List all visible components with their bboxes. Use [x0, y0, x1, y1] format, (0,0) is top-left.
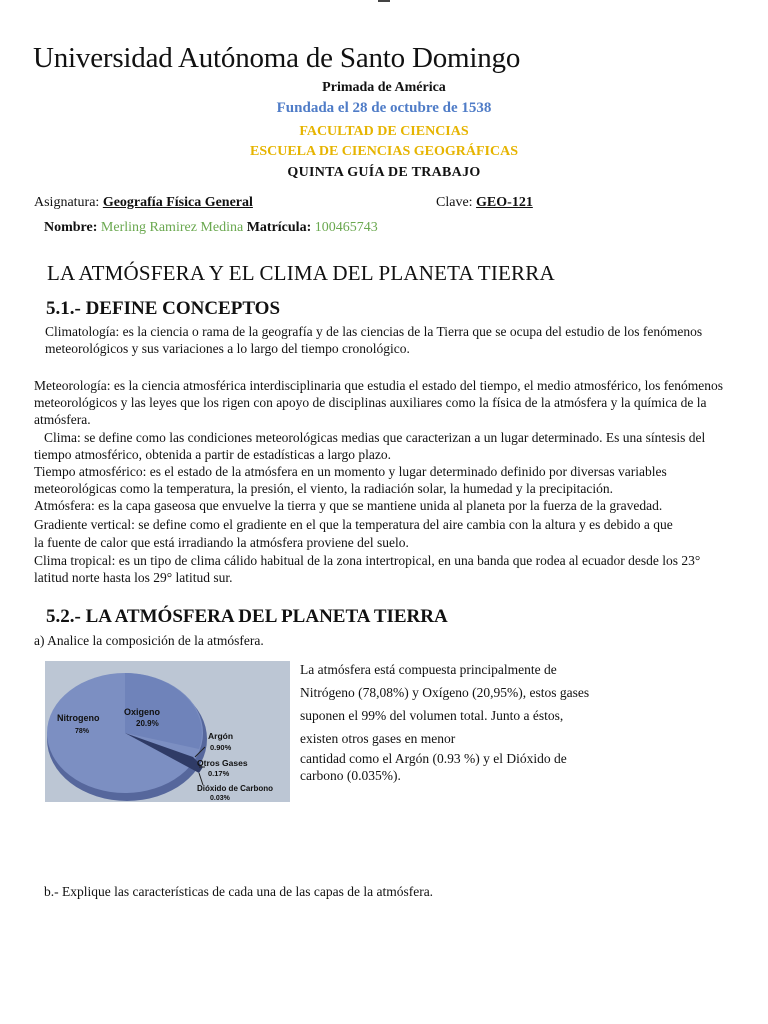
def-clima: Clima: se define como las condiciones meteorológicas medias que caracterizan a un lugar determinado. Es una síntesis del tiempo atmosférico, obtenida a partir de estadísticas a largo plazo.: [34, 430, 706, 462]
def-gradiente-line-1: Gradiente vertical: se define como el gradiente en el que la temperatura del aire cambia con la altura y es debido a que: [34, 517, 673, 532]
answer-line-4: existen otros gases en menor: [300, 731, 456, 746]
label-nitrogeno: Nitrogeno: [57, 713, 100, 723]
top-dash-mark: [378, 0, 390, 2]
guide-title: QUINTA GUÍA DE TRABAJO: [287, 165, 481, 180]
student-line: [44, 220, 378, 236]
atmosphere-pie-chart: [45, 661, 290, 802]
value-nitrogeno: 78%: [75, 728, 90, 735]
answer-line-3: suponen el 99% del volumen total. Junto a éstos,: [300, 708, 564, 723]
def-clima-tropical: Clima tropical: es un tipo de clima cálido habitual de la zona intertropical, en una banda que rodea al ecuador desde los 23° latitud norte hasta los 29° latitud sur.: [34, 553, 701, 585]
label-argon: Argón: [208, 731, 234, 741]
def-meteorologia: Meteorología: es la ciencia atmosférica interdisciplinaria que estudia el estado del tiempo, el medio atmosférico, los fenómenos meteorológicos y las leyes que los rigen con apoyo de disciplinas auxiliares como la física de la atmósfera y la química de la atmósfera.: [34, 378, 724, 427]
label-oxigeno: Oxigeno: [124, 707, 161, 717]
name-value: Merling Ramirez Medina: [100, 220, 244, 235]
value-dioxido-carbono: 0.03%: [210, 795, 230, 802]
label-dioxido-carbono: Dióxido de Carbono: [197, 784, 273, 793]
answer-line-1: La atmósfera está compuesta principalmente de: [300, 662, 557, 677]
subject-line: [34, 195, 253, 211]
question-a: a) Analice la composición de la atmósfera.: [34, 633, 264, 648]
value-oxigeno: 20.9%: [136, 719, 159, 728]
id-label: Matrícula:: [246, 220, 312, 235]
faculty-name: FACULTAD DE CIENCIAS: [299, 124, 469, 139]
primada-subtitle: Primada de América: [322, 80, 446, 95]
answer-line-2: Nitrógeno (78,08%) y Oxígeno (20,95%), estos gases: [300, 685, 590, 700]
value-argon: 0.90%: [210, 743, 232, 752]
section-2-title: 5.2.- LA ATMÓSFERA DEL PLANETA TIERRA: [46, 606, 448, 627]
answer-line-6: carbono (0.035%).: [300, 768, 401, 783]
section-1-title: 5.1.- DEFINE CONCEPTOS: [46, 298, 281, 319]
name-label: Nombre:: [44, 220, 98, 235]
school-name: ESCUELA DE CIENCIAS GEOGRÁFICAS: [249, 144, 518, 159]
def-atmosfera: Atmósfera: es la capa gaseosa que envuelve la tierra y que se mantiene unida al planeta por la fuerza de la gravedad.: [34, 498, 663, 513]
code-label: Clave:: [436, 195, 473, 210]
main-title: LA ATMÓSFERA Y EL CLIMA DEL PLANETA TIERRA: [47, 261, 555, 285]
pie-chart-svg: [45, 661, 290, 802]
code-value: GEO-121: [476, 195, 533, 210]
value-otros-gases: 0.17%: [208, 769, 230, 778]
def-tiempo: Tiempo atmosférico: es el estado de la atmósfera en un momento y lugar determinado definido por diversas variables meteorológicas como la temperatura, la presión, el viento, la radiación solar, la humedad y la precipitación.: [34, 464, 667, 496]
code-line: [436, 195, 533, 211]
question-b: b.- Explique las características de cada una de las capas de la atmósfera.: [44, 884, 434, 899]
def-climatologia: Climatología: es la ciencia o rama de la geografía y de las ciencias de la Tierra que se ocupa del estudio de los fenómenos meteorológicos y sus variaciones a lo largo del tiempo cronológico.: [45, 324, 703, 356]
subject-label: Asignatura:: [34, 195, 100, 210]
answer-line-5: cantidad como el Argón (0.93 %) y el Dióxido de: [300, 751, 567, 766]
founded-date: Fundada el 28 de octubre de 1538: [276, 100, 492, 116]
subject-value: Geografía Física General: [102, 195, 253, 210]
university-title: Universidad Autónoma de Santo Domingo: [33, 42, 521, 74]
def-gradiente-line-2: la fuente de calor que está irradiando la atmósfera proviene del suelo.: [34, 535, 409, 550]
label-otros-gases: Otros Gases: [197, 758, 248, 768]
id-value: 100465743: [314, 220, 378, 235]
